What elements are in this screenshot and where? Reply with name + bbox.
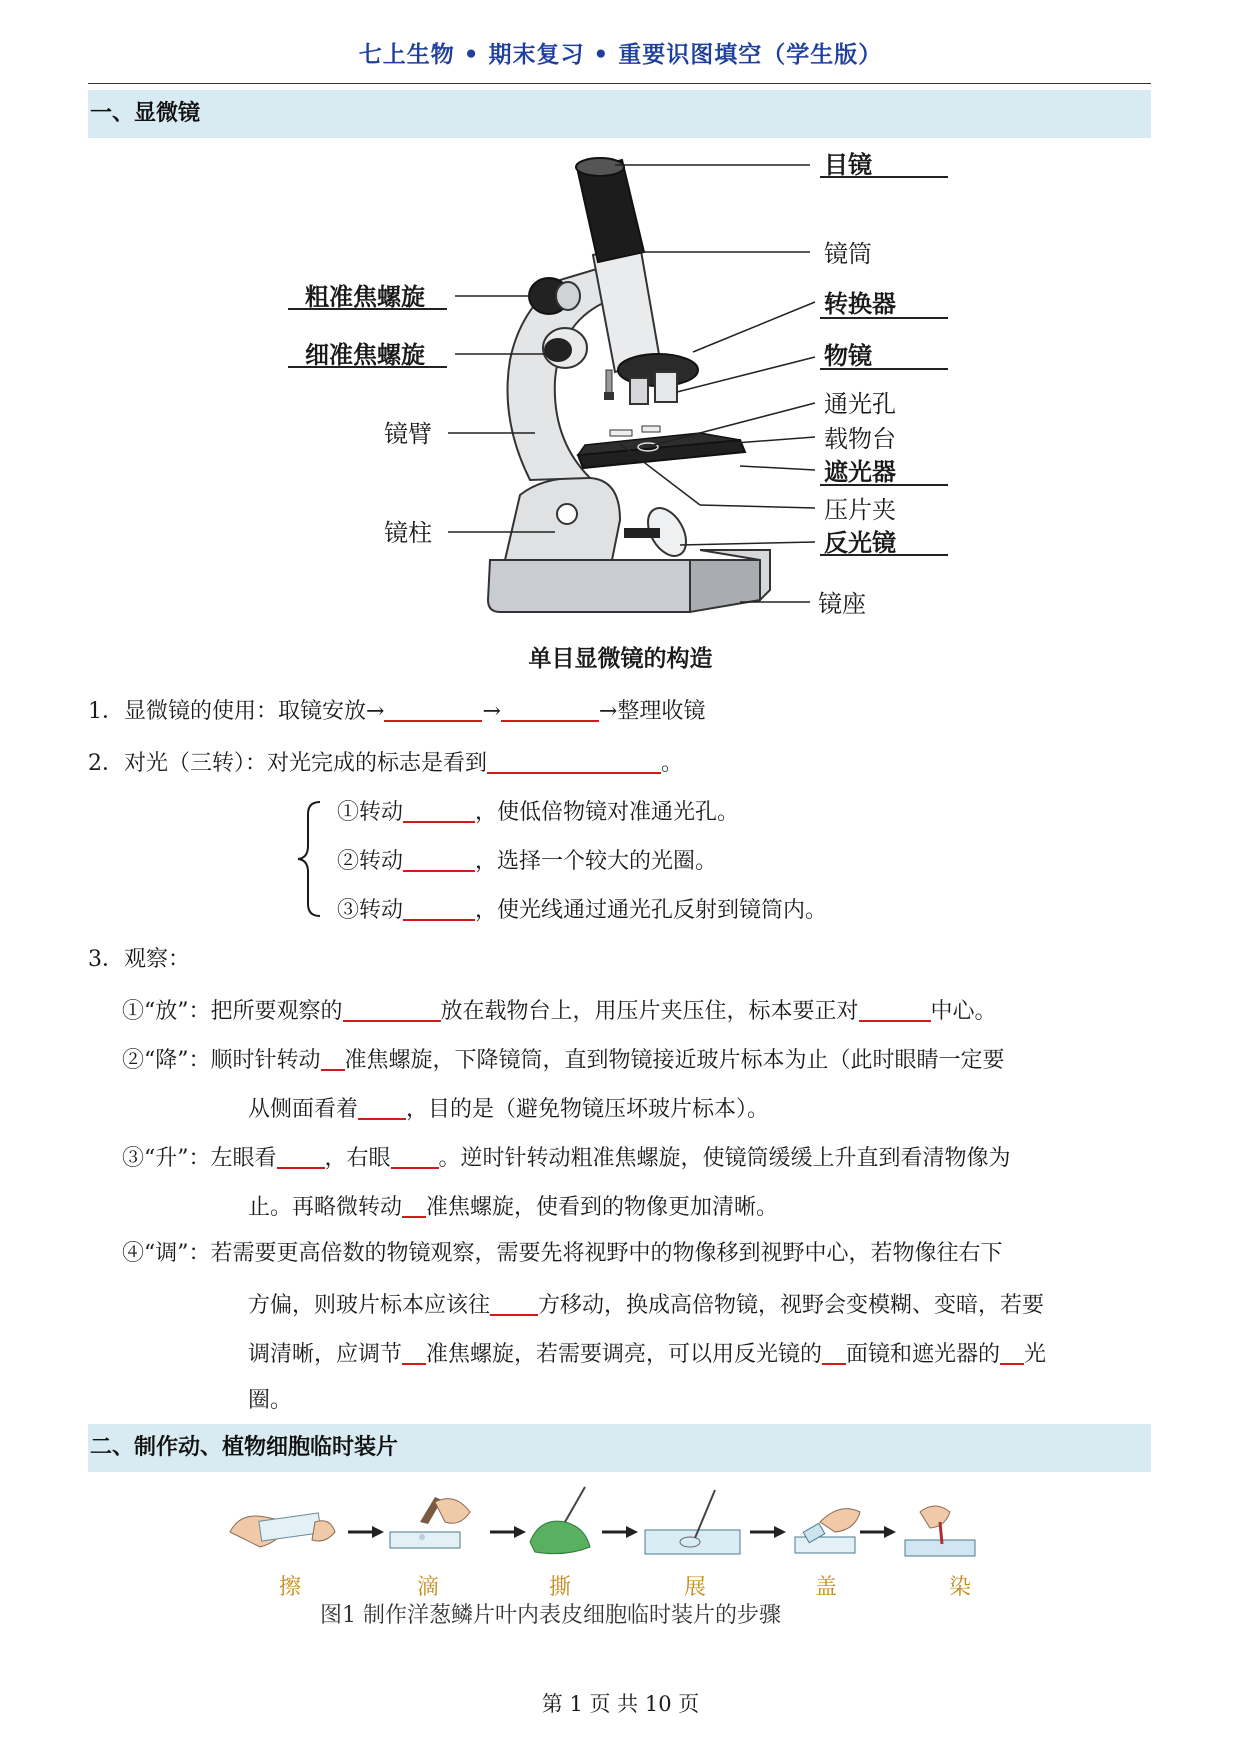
diagram-caption: 单目显微镜的构造 — [528, 645, 713, 672]
body-tube — [593, 245, 660, 372]
label-nosepiece: 转换器 — [824, 289, 896, 318]
step-label-1: 擦 — [278, 1575, 302, 1600]
label-stage: 载物台 — [824, 425, 896, 453]
page-footer: 第 1 页 共 10 页 — [541, 1692, 700, 1716]
figure-1-caption: 图1 制作洋葱鳞片叶内表皮细胞临时装片的步骤 — [320, 1603, 781, 1628]
label-pillar: 镜柱 — [384, 519, 432, 547]
q3-tiao-line-2: 方偏，则玻片标本应该往 方移动，换成高倍物镜，视野会变模糊、变暗，若要 — [248, 1288, 1044, 1321]
step-label-6: 染 — [948, 1575, 972, 1600]
step-label-4: 展 — [683, 1575, 707, 1600]
header-rule — [88, 83, 1151, 84]
question-2: 2．对光（三转）：对光完成的标志是看到 。 — [88, 746, 683, 779]
step-label-5: 盖 — [814, 1575, 838, 1600]
label-eyepiece: 目镜 — [824, 150, 872, 179]
label-diaphragm: 遮光器 — [824, 457, 896, 486]
step-cover-illustration — [795, 1509, 860, 1553]
label-stage-hole: 通光孔 — [824, 390, 896, 418]
fine-focus-knob — [544, 338, 572, 362]
question-3-title: 3．观察： — [88, 947, 191, 972]
brace-symbol — [296, 800, 326, 918]
page-header-title: 七上生物 • 期末复习 • 重要识图填空（学生版） — [358, 42, 883, 68]
step-stain-illustration — [905, 1506, 975, 1556]
slide-prep-steps-figure — [220, 1482, 1020, 1632]
q3-fang: ①“放”：把所要观察的 放在载物台上，用压片夹压住，标本要正对 中心。 — [122, 994, 997, 1027]
label-fine-focus: 细准焦螺旋 — [305, 340, 425, 369]
step-label-3: 撕 — [548, 1575, 572, 1600]
q2-step-1: ①转动 ，使低倍物镜对准通光孔。 — [337, 795, 739, 828]
objective-lens — [655, 372, 677, 402]
label-body-tube: 镜筒 — [824, 240, 872, 268]
label-mirror: 反光镜 — [824, 528, 896, 557]
label-objective: 物镜 — [824, 341, 872, 370]
step-wipe-illustration — [230, 1513, 335, 1547]
q3-jiang-line-2: 从侧面看着 ，目的是（避免物镜压坏玻片标本）。 — [248, 1092, 769, 1125]
step-drop-illustration — [390, 1497, 470, 1548]
q3-tiao-line-1: ④“调”：若需要更高倍数的物镜观察，需要先将视野中的物像移到视野中心，若物像往右下 — [122, 1241, 1003, 1266]
step-peel-illustration — [530, 1487, 590, 1554]
q2-step-3: ③转动 ，使光线通过通光孔反射到镜筒内。 — [337, 893, 827, 926]
label-stage-clip: 压片夹 — [824, 496, 896, 524]
label-coarse-focus: 粗准焦螺旋 — [305, 282, 425, 311]
q3-tiao-line-4: 圈。 — [248, 1388, 293, 1413]
step-label-2: 滴 — [416, 1575, 440, 1600]
microscope-base — [488, 560, 690, 612]
section-title-slide-prep: 二、制作动、植物细胞临时装片 — [88, 1424, 1151, 1472]
question-1: 1．显微镜的使用：取镜安放→ → →整理收镜 — [88, 694, 705, 727]
q2-step-2: ②转动 ，选择一个较大的光圈。 — [337, 844, 717, 877]
q3-sheng-line-2: 止。再略微转动 准焦螺旋，使看到的物像更加清晰。 — [248, 1190, 778, 1223]
label-arm: 镜臂 — [384, 420, 432, 448]
q3-tiao-line-3: 调清晰，应调节 准焦螺旋，若需要调亮，可以用反光镜的 面镜和遮光器的 光 — [248, 1337, 1046, 1370]
microscope-diagram — [280, 145, 980, 645]
section-title-microscope: 一、显微镜 — [88, 90, 1151, 138]
label-base: 镜座 — [818, 590, 866, 618]
q3-jiang-line-1: ②“降”：顺时针转动 准焦螺旋，下降镜筒，直到物镜接近玻片标本为止（此时眼睛一定要 — [122, 1043, 1005, 1076]
q3-sheng-line-1: ③“升”：左眼看 ，右眼 。逆时针转动粗准焦螺旋，使镜筒缓缓上升直到看清物像为 — [122, 1141, 1011, 1174]
step-spread-illustration — [645, 1490, 740, 1554]
